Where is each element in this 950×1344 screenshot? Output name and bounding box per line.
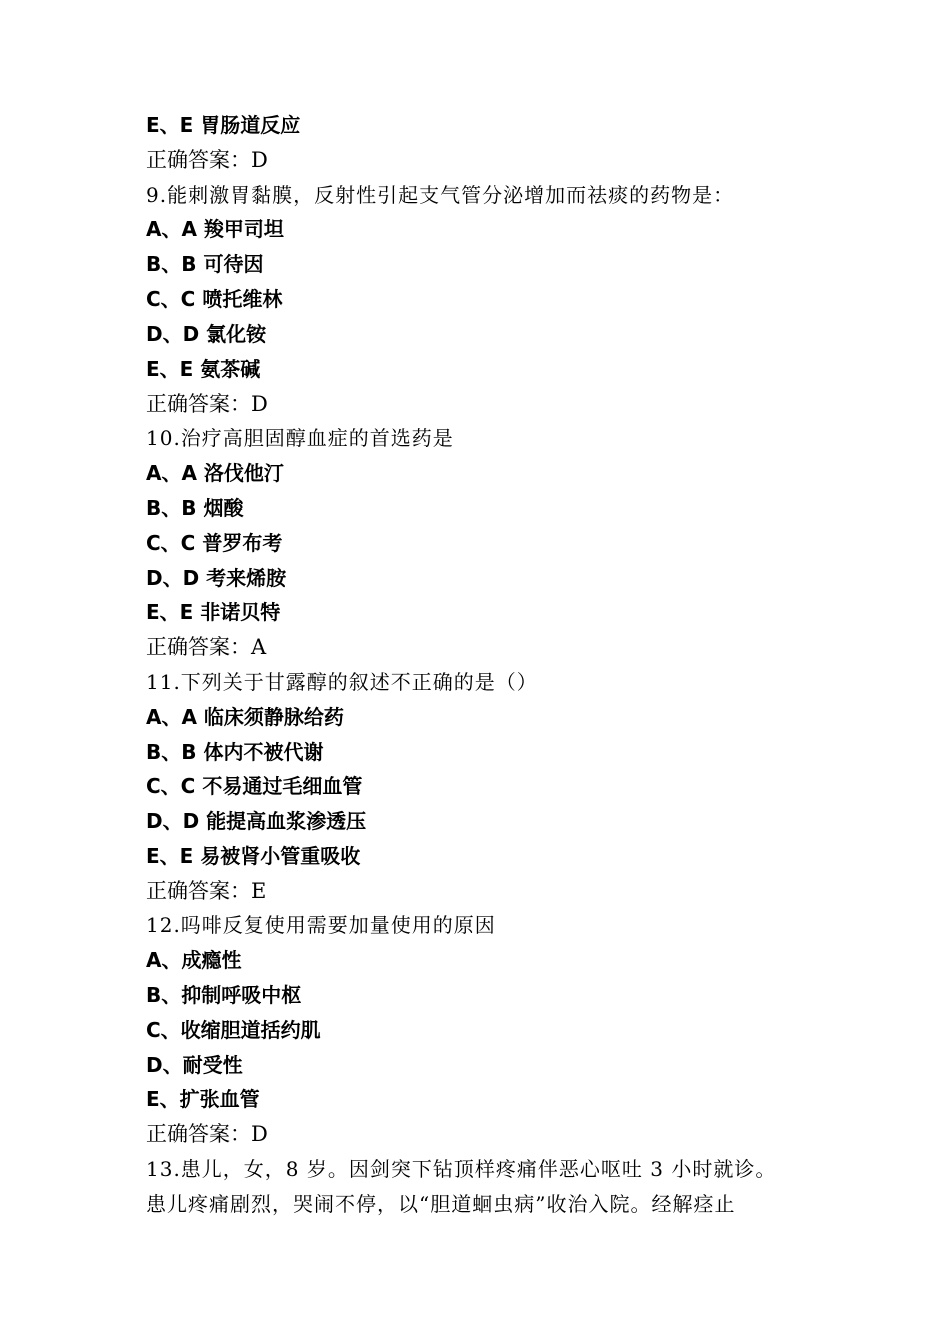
option-line: A、成瘾性 — [146, 948, 242, 972]
option-line: B、B 可待因 — [146, 252, 264, 276]
answer-line: 正确答案：D — [146, 1122, 268, 1146]
answer-line: 正确答案：D — [146, 148, 268, 172]
option-line: B、B 体内不被代谢 — [146, 740, 324, 764]
option-line: E、E 氨茶碱 — [146, 357, 261, 381]
option-line: D、D 考来烯胺 — [146, 566, 287, 590]
option-line: C、C 不易通过毛细血管 — [146, 774, 363, 798]
option-line: C、收缩胆道括约肌 — [146, 1018, 321, 1042]
question-line: 9.能刺激胃黏膜，反射性引起支气管分泌增加而祛痰的药物是： — [146, 183, 735, 207]
option-line: E、E 胃肠道反应 — [146, 113, 301, 137]
question-line: 患儿疼痛剧烈，哭闹不停，以“胆道蛔虫病”收治入院。经解痉止 — [146, 1192, 736, 1216]
question-line: 11.下列关于甘露醇的叙述不正确的是（） — [146, 670, 538, 694]
option-line: B、B 烟酸 — [146, 496, 244, 520]
question-line: 10.治疗高胆固醇血症的首选药是 — [146, 426, 454, 450]
answer-line: 正确答案：D — [146, 392, 268, 416]
option-line: E、E 非诺贝特 — [146, 600, 281, 624]
option-line: C、C 普罗布考 — [146, 531, 283, 555]
option-line: E、扩张血管 — [146, 1087, 260, 1111]
question-line: 12.吗啡反复使用需要加量使用的原因 — [146, 913, 496, 937]
option-line: E、E 易被肾小管重吸收 — [146, 844, 361, 868]
option-line: D、耐受性 — [146, 1053, 243, 1077]
question-line: 13.患儿，女，8 岁。因剑突下钻顶样疼痛伴恶心呕吐 3 小时就诊。 — [146, 1157, 777, 1181]
option-line: C、C 喷托维林 — [146, 287, 283, 311]
option-line: A、A 临床须静脉给药 — [146, 705, 344, 729]
option-line: B、抑制呼吸中枢 — [146, 983, 302, 1007]
answer-line: 正确答案：A — [146, 635, 267, 659]
option-line: D、D 氯化铵 — [146, 322, 267, 346]
option-line: A、A 洛伐他汀 — [146, 461, 284, 485]
option-line: A、A 羧甲司坦 — [146, 217, 284, 241]
option-line: D、D 能提高血浆渗透压 — [146, 809, 367, 833]
answer-line: 正确答案：E — [146, 879, 267, 903]
